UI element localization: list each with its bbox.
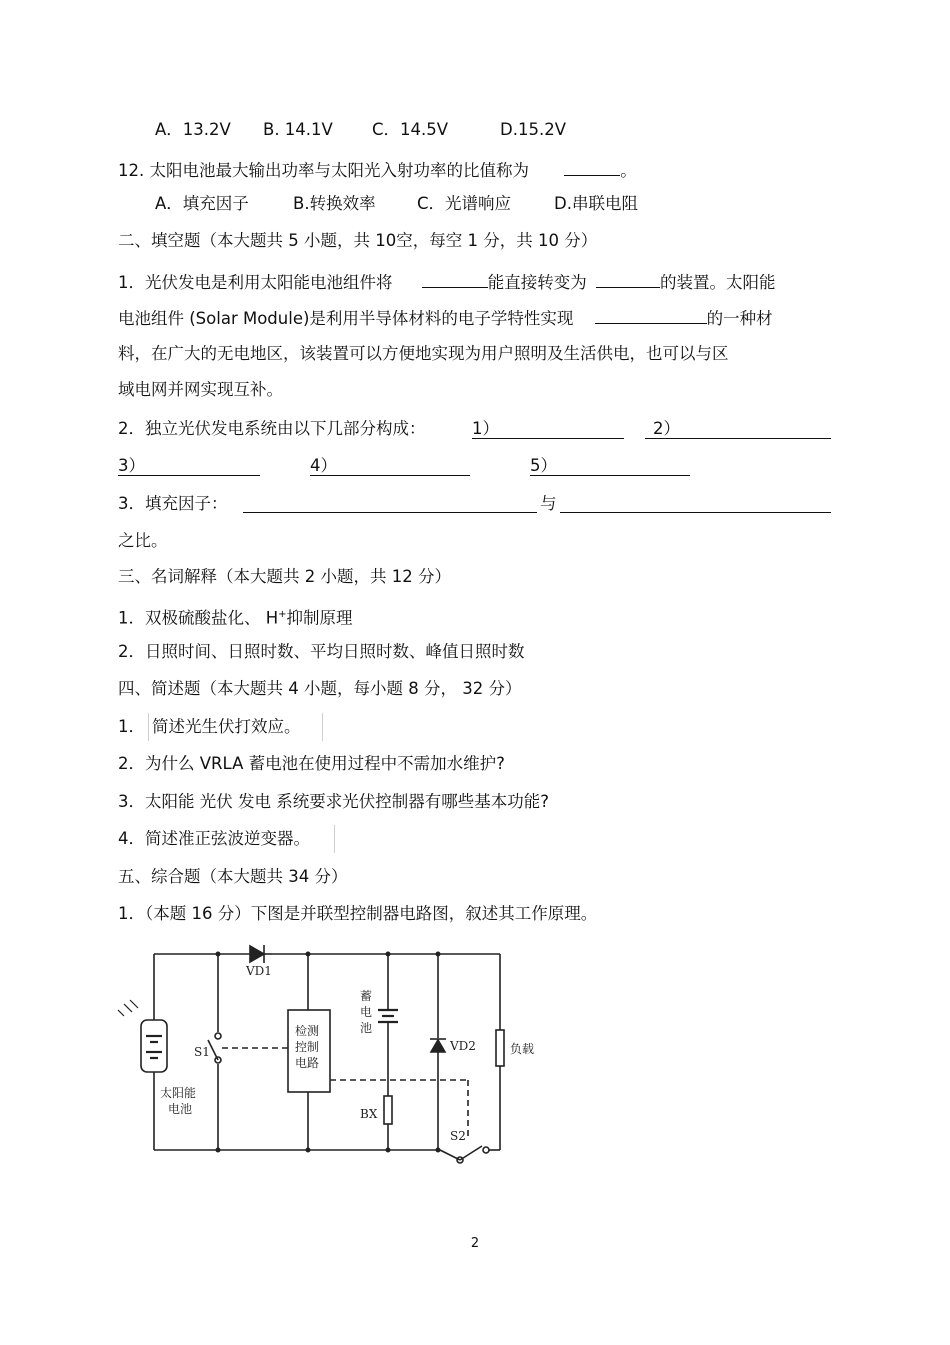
ctrl-label-2: 控制 <box>295 1040 320 1054</box>
sec2-q2-blank4 <box>310 455 470 476</box>
q12-option-a: A．填充因子 <box>155 194 249 213</box>
battery-label-3: 池 <box>360 1021 373 1035</box>
sunlight-arrows-icon <box>118 1000 138 1016</box>
solar-label-2: 电池 <box>168 1102 193 1116</box>
sec2-q2-item4: 4） <box>310 456 337 475</box>
sec2-q1-text-c: 的装置。太阳能 <box>660 273 776 292</box>
sec2-q2-blank3 <box>118 455 260 476</box>
page-number: 2 <box>470 1236 480 1251</box>
sec2-q2-blank2 <box>645 418 831 439</box>
sec4-q4: 4．简述准正弦波逆变器。 <box>118 829 310 848</box>
sec2-q2-item1: 1） <box>472 419 499 438</box>
sec3-q1-sup: + <box>278 609 287 620</box>
bx-label: BX <box>360 1107 378 1121</box>
sec4-q1-number: 1． <box>118 717 145 736</box>
sec2-q2-item2: 2） <box>653 419 680 438</box>
sec2-q1-blank2 <box>596 269 660 288</box>
ctrl-label-3: 电路 <box>295 1056 320 1070</box>
sec2-q1-text-e: 的一种材 <box>706 309 773 328</box>
switch-s2 <box>457 1146 489 1163</box>
wire-s2-left <box>440 1150 460 1160</box>
sec2-q1-blank1 <box>422 269 488 288</box>
q12-option-b: B.转换效率 <box>293 194 376 213</box>
sec2-q2-item3: 3） <box>118 456 145 475</box>
solar-cell-symbol <box>141 1020 167 1072</box>
q11-option-b: B. 14.1V <box>263 120 333 139</box>
q12-end: 。 <box>620 161 637 180</box>
sec2-q3-text-a: 3．填充因子： <box>118 494 228 513</box>
s2-label: S2 <box>450 1129 466 1143</box>
sec3-q1 <box>118 604 353 630</box>
sec2-q1-line3: 料，在广大的无电地区，该装置可以方便地实现为用户照明及生活供电，也可以与区 <box>118 344 729 363</box>
vd1-label: VD1 <box>246 964 272 978</box>
sec2-q2-item5: 5） <box>530 456 557 475</box>
margin-divider <box>322 713 323 741</box>
sec2-q2-line1 <box>118 418 426 440</box>
sec2-q1-line4: 域电网并网实现互补。 <box>118 380 283 399</box>
battery-label-2: 电 <box>360 1005 373 1019</box>
margin-divider <box>148 713 149 741</box>
vd2-label: VD2 <box>450 1039 476 1053</box>
sec3-q2: 2．日照时间、日照时数、平均日照时数、峰值日照时数 <box>118 642 525 661</box>
sec2-q2-blank5 <box>530 455 690 476</box>
q12-blank <box>564 157 620 176</box>
load-resistor <box>496 1030 504 1066</box>
q11-option-a: A．13.2V <box>155 120 231 139</box>
solar-label-1: 太阳能 <box>160 1086 197 1100</box>
sec2-q3-blank1 <box>243 512 537 513</box>
parallel-controller-circuit-diagram <box>110 938 540 1168</box>
sec2-q1-text-d: 电池组件 (Solar Module)是利用半导体材料的电子学特性实现 <box>118 309 574 328</box>
battery-label-1: 蓄 <box>360 989 373 1003</box>
q12-option-d: D.串联电阻 <box>554 194 638 213</box>
load-label: 负载 <box>510 1042 535 1056</box>
sec2-q3-blank2 <box>560 512 831 513</box>
battery-symbol <box>378 1010 398 1022</box>
sec2-q2-blank1 <box>472 418 624 439</box>
s1-label: S1 <box>194 1045 210 1059</box>
q12-line <box>118 157 637 182</box>
sec4-q1: 简述光生伏打效应。 <box>152 717 301 736</box>
margin-divider <box>334 825 335 853</box>
sec2-q1-text-a: 1．光伏发电是利用太阳能电池组件将 <box>118 273 393 292</box>
section2-title: 二、填空题（本大题共 5 小题，共 10空，每空 1 分，共 10 分） <box>118 231 598 250</box>
section3-title: 三、名词解释（本大题共 2 小题，共 12 分） <box>118 567 451 586</box>
q12-option-c: C．光谱响应 <box>417 194 512 213</box>
sec2-q3-text-c: 之比。 <box>118 531 168 550</box>
section5-title: 五、综合题（本大题共 34 分） <box>118 867 348 886</box>
sec3-q1-pre: 1．双极硫酸盐化、 H <box>118 608 279 628</box>
sec2-q1-text-b: 能直接转变为 <box>487 273 587 292</box>
sec4-q2: 2．为什么 VRLA 蓄电池在使用过程中不需加水维护? <box>118 754 505 773</box>
sec2-q1-line2 <box>118 305 773 330</box>
sec2-q2-text: 2．独立光伏发电系统由以下几部分构成： <box>118 419 426 438</box>
sec4-q3: 3．太阳能 光伏 发电 系统要求光伏控制器有哪些基本功能? <box>118 792 549 811</box>
switch-s1 <box>208 1033 221 1063</box>
section4-title: 四、简述题（本大题共 4 小题，每小题 8 分， 32 分） <box>118 679 522 698</box>
junction-dots <box>216 952 441 1153</box>
diode-vd2 <box>430 1039 446 1052</box>
diode-vd1 <box>250 945 272 963</box>
sec2-q1-line1 <box>118 269 776 294</box>
q12-text: 12. 太阳电池最大输出功率与太阳光入射功率的比值称为 <box>118 161 529 180</box>
fuse-bx <box>384 1096 392 1124</box>
sec2-q1-blank3 <box>595 305 707 324</box>
q11-option-c: C．14.5V <box>372 120 449 139</box>
sec2-q3-text-b: 与 <box>540 494 557 513</box>
sec3-q1-post: 抑制原理 <box>286 608 353 628</box>
q11-option-d: D.15.2V <box>500 120 566 139</box>
ctrl-label-1: 检测 <box>295 1024 320 1038</box>
sec5-q1: 1．（本题 16 分）下图是并联型控制器电路图，叙述其工作原理。 <box>118 904 598 923</box>
